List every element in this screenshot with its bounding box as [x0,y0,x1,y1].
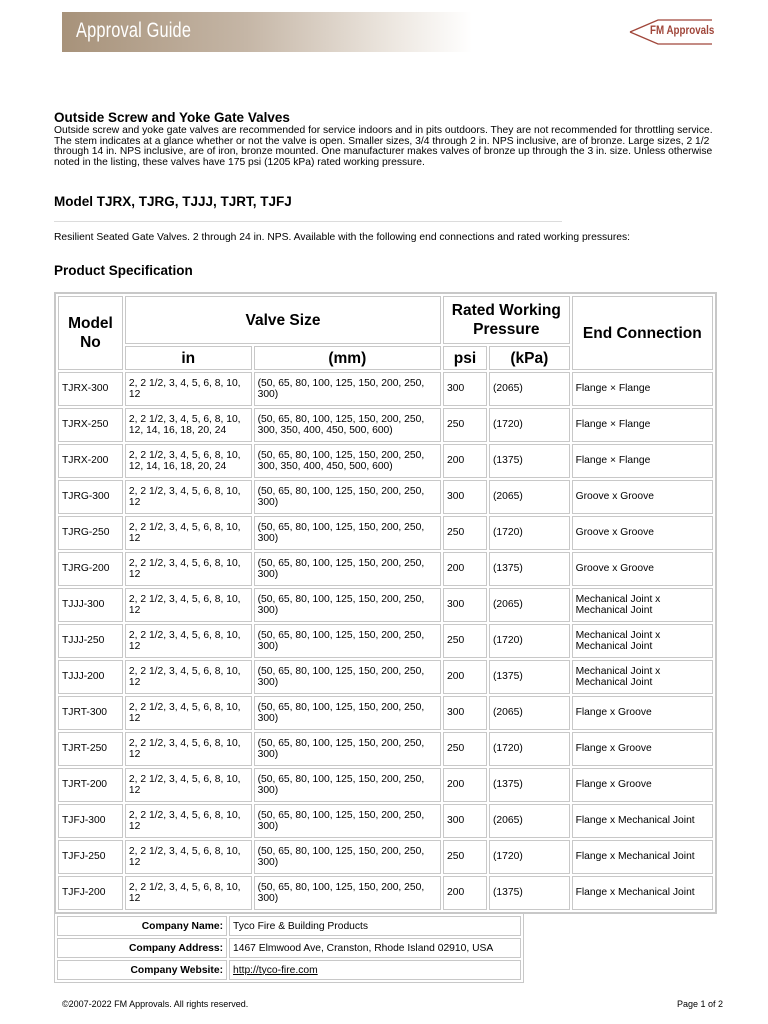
row-end-connection: Flange x Mechanical Joint [572,876,713,910]
row-psi: 250 [443,408,487,442]
row-end-connection: Groove x Groove [572,516,713,550]
table-row [58,372,713,406]
row-model: TJRT-250 [58,732,123,766]
intro-paragraph: Outside screw and yoke gate valves are recommended for service indoors and in pits outdoors. They are not recommended for throttling service. The stem indicates at a glance whether or not the valve is open. Smaller sizes, 3/4 through 2 in. NPS inclusive, are of bronze. Large sizes, 2 1/2 through 14 in. NPS inclusive, are of iron, bronze mounted. One manufacturer makes valves of bronze up through the 3 in. size. Unless otherwise noted in the listing, these valves have 175 psi (1205 kPa) rated working pressure. [54,125,713,168]
fm-approvals-logo [628,18,714,46]
row-size-mm: (50, 65, 80, 100, 125, 150, 200, 250, 300) [254,768,441,802]
row-size-mm: (50, 65, 80, 100, 125, 150, 200, 250, 300) [254,516,441,550]
row-end-connection: Flange x Groove [572,732,713,766]
company-name-value: Tyco Fire & Building Products [229,916,521,936]
row-end-connection: Flange × Flange [572,408,713,442]
row-psi: 200 [443,768,487,802]
spec-table [54,292,717,914]
row-model: TJRG-250 [58,516,123,550]
row-psi: 300 [443,588,487,622]
row-kpa: (1720) [489,408,570,442]
row-size-mm: (50, 65, 80, 100, 125, 150, 200, 250, 300) [254,696,441,730]
section-title: Outside Screw and Yoke Gate Valves [54,110,290,125]
table-row [58,480,713,514]
row-model: TJFJ-200 [58,876,123,910]
row-size-in: 2, 2 1/2, 3, 4, 5, 6, 8, 10, 12 [125,876,252,910]
row-psi: 250 [443,516,487,550]
row-kpa: (1375) [489,660,570,694]
table-row [58,732,713,766]
row-size-in: 2, 2 1/2, 3, 4, 5, 6, 8, 10, 12 [125,372,252,406]
row-end-connection: Mechanical Joint x Mechanical Joint [572,660,713,694]
company-address-label: Company Address: [57,938,227,958]
row-model: TJRG-300 [58,480,123,514]
row-psi: 200 [443,660,487,694]
row-psi: 200 [443,876,487,910]
row-kpa: (1375) [489,552,570,586]
header-end-connection: End Connection [572,296,713,370]
model-title: Model TJRX, TJRG, TJJJ, TJRT, TJFJ [54,194,292,209]
row-kpa: (2065) [489,480,570,514]
row-size-mm: (50, 65, 80, 100, 125, 150, 200, 250, 300) [254,660,441,694]
row-end-connection: Flange x Groove [572,768,713,802]
spec-table-body [58,372,713,910]
header-kpa: (kPa) [489,346,570,370]
banner-title: Approval Guide [76,19,192,42]
table-row [58,660,713,694]
row-kpa: (1720) [489,516,570,550]
company-website-link[interactable]: http://tyco-fire.com [233,964,318,976]
row-psi: 250 [443,732,487,766]
row-model: TJRT-300 [58,696,123,730]
row-size-in: 2, 2 1/2, 3, 4, 5, 6, 8, 10, 12 [125,696,252,730]
row-model: TJRX-300 [58,372,123,406]
row-psi: 300 [443,372,487,406]
row-size-in: 2, 2 1/2, 3, 4, 5, 6, 8, 10, 12 [125,588,252,622]
company-website-label: Company Website: [57,960,227,980]
row-size-mm: (50, 65, 80, 100, 125, 150, 200, 250, 300) [254,804,441,838]
table-row [58,516,713,550]
row-model: TJFJ-250 [58,840,123,874]
row-model: TJJJ-250 [58,624,123,658]
company-info-table [54,913,524,983]
row-end-connection: Flange x Mechanical Joint [572,840,713,874]
row-kpa: (2065) [489,804,570,838]
table-row [58,696,713,730]
table-row [58,624,713,658]
row-size-in: 2, 2 1/2, 3, 4, 5, 6, 8, 10, 12 [125,480,252,514]
row-size-mm: (50, 65, 80, 100, 125, 150, 200, 250, 300, 350, 400, 450, 500, 600) [254,444,441,478]
footer-page-number: Page 1 of 2 [677,999,724,1009]
row-size-in: 2, 2 1/2, 3, 4, 5, 6, 8, 10, 12 [125,552,252,586]
table-row [58,588,713,622]
row-kpa: (1375) [489,444,570,478]
row-size-mm: (50, 65, 80, 100, 125, 150, 200, 250, 300) [254,876,441,910]
row-model: TJJJ-200 [58,660,123,694]
row-end-connection: Groove x Groove [572,552,713,586]
header-valve-size: Valve Size [125,296,441,344]
row-kpa: (2065) [489,372,570,406]
company-name-label: Company Name: [57,916,227,936]
row-kpa: (1375) [489,876,570,910]
row-size-in: 2, 2 1/2, 3, 4, 5, 6, 8, 10, 12, 14, 16, 18, 20, 24 [125,408,252,442]
row-size-in: 2, 2 1/2, 3, 4, 5, 6, 8, 10, 12 [125,660,252,694]
row-size-in: 2, 2 1/2, 3, 4, 5, 6, 8, 10, 12 [125,732,252,766]
table-row [58,804,713,838]
row-size-mm: (50, 65, 80, 100, 125, 150, 200, 250, 300, 350, 400, 450, 500, 600) [254,408,441,442]
model-description: Resilient Seated Gate Valves. 2 through 24 in. NPS. Available with the following end connections and rated working pressures: [54,232,631,243]
row-size-mm: (50, 65, 80, 100, 125, 150, 200, 250, 300) [254,732,441,766]
table-row [58,552,713,586]
row-kpa: (1375) [489,768,570,802]
table-row [58,408,713,442]
table-row [58,444,713,478]
row-psi: 300 [443,480,487,514]
row-model: TJRG-200 [58,552,123,586]
row-end-connection: Groove x Groove [572,480,713,514]
row-size-in: 2, 2 1/2, 3, 4, 5, 6, 8, 10, 12 [125,804,252,838]
table-row [58,876,713,910]
header-in: in [125,346,252,370]
row-model: TJFJ-300 [58,804,123,838]
row-psi: 250 [443,840,487,874]
row-size-in: 2, 2 1/2, 3, 4, 5, 6, 8, 10, 12 [125,768,252,802]
header-model-no: Model No [58,296,123,370]
row-size-in: 2, 2 1/2, 3, 4, 5, 6, 8, 10, 12, 14, 16, 18, 20, 24 [125,444,252,478]
row-size-mm: (50, 65, 80, 100, 125, 150, 200, 250, 300) [254,588,441,622]
header-rated-pressure: Rated Working Pressure [443,296,570,344]
row-psi: 200 [443,552,487,586]
row-size-in: 2, 2 1/2, 3, 4, 5, 6, 8, 10, 12 [125,840,252,874]
table-row [58,840,713,874]
table-row [58,768,713,802]
row-psi: 200 [443,444,487,478]
footer-copyright: ©2007-2022 FM Approvals. All rights reserved. [62,999,249,1009]
header-banner [62,12,472,52]
row-kpa: (2065) [489,696,570,730]
row-end-connection: Mechanical Joint x Mechanical Joint [572,624,713,658]
spec-title: Product Specification [54,263,193,278]
row-end-connection: Flange x Groove [572,696,713,730]
row-model: TJRX-250 [58,408,123,442]
row-size-in: 2, 2 1/2, 3, 4, 5, 6, 8, 10, 12 [125,624,252,658]
row-model: TJRX-200 [58,444,123,478]
row-kpa: (2065) [489,588,570,622]
row-size-in: 2, 2 1/2, 3, 4, 5, 6, 8, 10, 12 [125,516,252,550]
row-size-mm: (50, 65, 80, 100, 125, 150, 200, 250, 300) [254,624,441,658]
row-model: TJRT-200 [58,768,123,802]
row-size-mm: (50, 65, 80, 100, 125, 150, 200, 250, 300) [254,552,441,586]
row-psi: 300 [443,696,487,730]
row-kpa: (1720) [489,624,570,658]
row-end-connection: Mechanical Joint x Mechanical Joint [572,588,713,622]
row-size-mm: (50, 65, 80, 100, 125, 150, 200, 250, 300) [254,840,441,874]
company-address-value: 1467 Elmwood Ave, Cranston, Rhode Island 02910, USA [229,938,521,958]
divider [54,221,562,222]
row-end-connection: Flange × Flange [572,444,713,478]
row-kpa: (1720) [489,840,570,874]
logo-text: FM Approvals [650,25,715,37]
row-psi: 250 [443,624,487,658]
row-size-mm: (50, 65, 80, 100, 125, 150, 200, 250, 300) [254,372,441,406]
row-model: TJJJ-300 [58,588,123,622]
row-end-connection: Flange × Flange [572,372,713,406]
header-mm: (mm) [254,346,441,370]
row-size-mm: (50, 65, 80, 100, 125, 150, 200, 250, 300) [254,480,441,514]
header-psi: psi [443,346,487,370]
row-end-connection: Flange x Mechanical Joint [572,804,713,838]
row-psi: 300 [443,804,487,838]
row-kpa: (1720) [489,732,570,766]
